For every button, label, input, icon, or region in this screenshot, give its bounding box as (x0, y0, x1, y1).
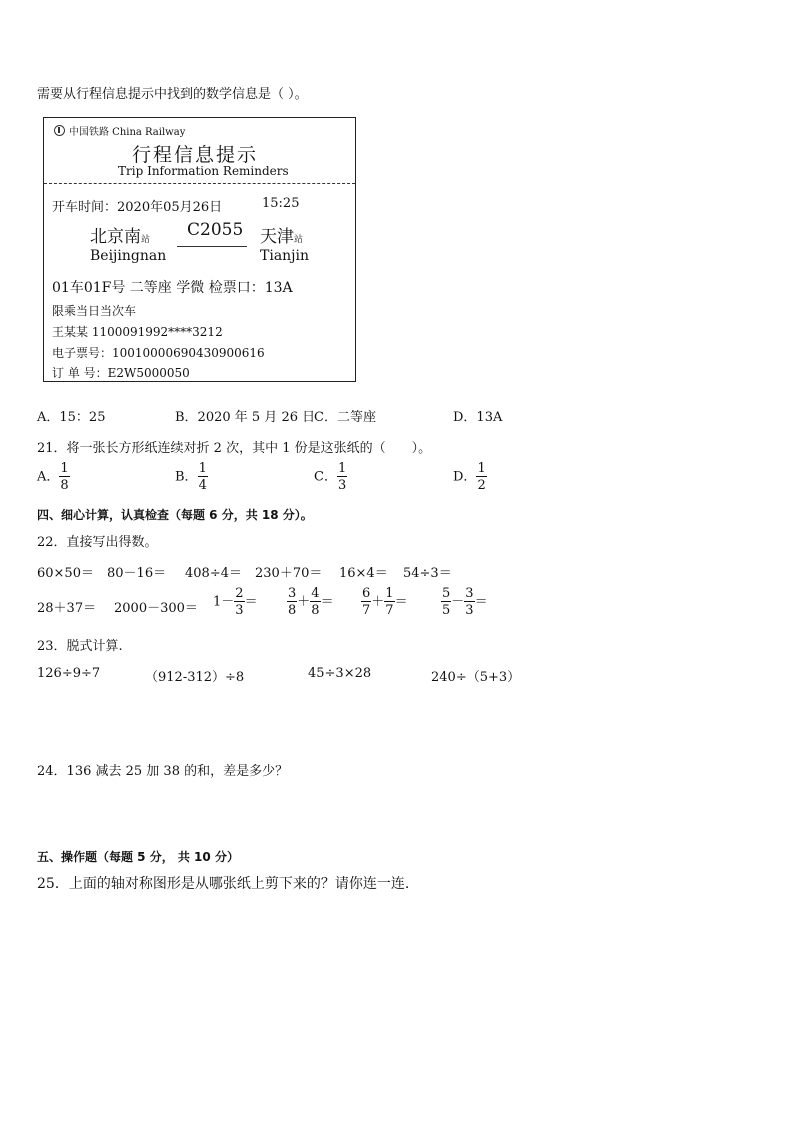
calc-item: 408÷4＝ (185, 566, 242, 581)
option-c: C．二等座 (314, 410, 376, 425)
section5-title: 五、操作题（每题 5 分， 共 10 分） (37, 850, 239, 864)
calc-item: 28＋37＝ (37, 601, 97, 616)
order-number: 订 单 号：E2W5000050 (52, 366, 190, 380)
option-a: A．15：25 (37, 410, 106, 425)
calc-item: 16×4＝ (339, 566, 388, 581)
train-number: C2055 (187, 220, 244, 240)
eticket-number: 电子票号：10010000690430900616 (52, 346, 265, 360)
step-calc-item: 126÷9÷7 (37, 666, 101, 681)
q21-option-c: C． $\frac{1}{3}$ (314, 461, 347, 493)
calc-item: 2000－300＝ (114, 601, 198, 616)
to-station-name: 天津 (260, 227, 294, 247)
step-calc-item: （912-312）÷8 (145, 670, 245, 685)
depart-date: 开车时间：2020年05月26日 (52, 200, 223, 215)
from-station-en: Beijingnan (90, 248, 167, 264)
station-mark: 站 (141, 235, 151, 245)
calc-fraction-item: $\frac{3}{8}$ ＋ $\frac{4}{8}$ ＝ (288, 586, 334, 618)
from-station-name: 北京南 (90, 227, 141, 247)
calc-fraction-item: 1－ $\frac{2}{3}$ ＝ (213, 586, 258, 618)
q25-text: 25．上面的轴对称图形是从哪张纸上剪下来的？请你连一连. (37, 876, 410, 892)
depart-time: 15:25 (262, 196, 300, 211)
q22-text: 22．直接写出得数。 (37, 535, 158, 550)
ticket-subtitle: Trip Information Reminders (118, 164, 289, 178)
calc-item: 60×50＝ (37, 566, 94, 581)
to-station (260, 222, 303, 247)
calc-item: 80－16＝ (107, 566, 167, 581)
q21-option-b: B． $\frac{1}{4}$ (175, 461, 207, 493)
train-underline (177, 246, 247, 247)
q24-text: 24．136 减去 25 加 38 的和，差是多少？ (37, 764, 289, 779)
option-d: D．13A (453, 410, 503, 425)
q21-option-a: A． $\frac{1}{8}$ (37, 461, 69, 493)
q21-text: 21．将一张长方形纸连续对折 2 次，其中 1 份是这张纸的（ ）。 (37, 441, 432, 456)
ticket-divider (44, 183, 355, 184)
intro-question: 需要从行程信息提示中找到的数学信息是（ ）。 (37, 87, 308, 102)
q23-text: 23．脱式计算. (37, 639, 123, 654)
passenger-info: 王某某 1100091992****3212 (52, 325, 223, 339)
calc-fraction-item: $\frac{5}{5}$ － $\frac{3}{3}$ ＝ (442, 586, 488, 618)
from-station (90, 222, 150, 247)
q21-option-d: D． $\frac{1}{2}$ (453, 461, 486, 493)
option-b: B．2020 年 5 月 26 日 (175, 410, 316, 425)
calc-item: 54÷3＝ (403, 566, 452, 581)
step-calc-item: 240÷（5+3） (431, 670, 521, 685)
ticket-brand: 中国铁路 China Railway (69, 127, 186, 138)
to-station-en: Tianjin (260, 248, 310, 264)
step-calc-item: 45÷3×28 (308, 666, 372, 681)
trip-ticket (43, 117, 356, 382)
ticket-limit: 限乘当日当次车 (52, 304, 137, 318)
seat-info: 01车01F号 二等座 学微 检票口：13A (52, 280, 293, 296)
railway-logo-icon (54, 125, 65, 136)
section4-title: 四、细心计算，认真检查（每题 6 分，共 18 分）。 (37, 508, 313, 522)
calc-item: 230＋70＝ (255, 566, 323, 581)
calc-fraction-item: $\frac{6}{7}$ ＋ $\frac{1}{7}$ ＝ (362, 586, 408, 618)
ticket-title: 行程信息提示 (132, 144, 259, 166)
station-mark: 站 (294, 235, 304, 245)
